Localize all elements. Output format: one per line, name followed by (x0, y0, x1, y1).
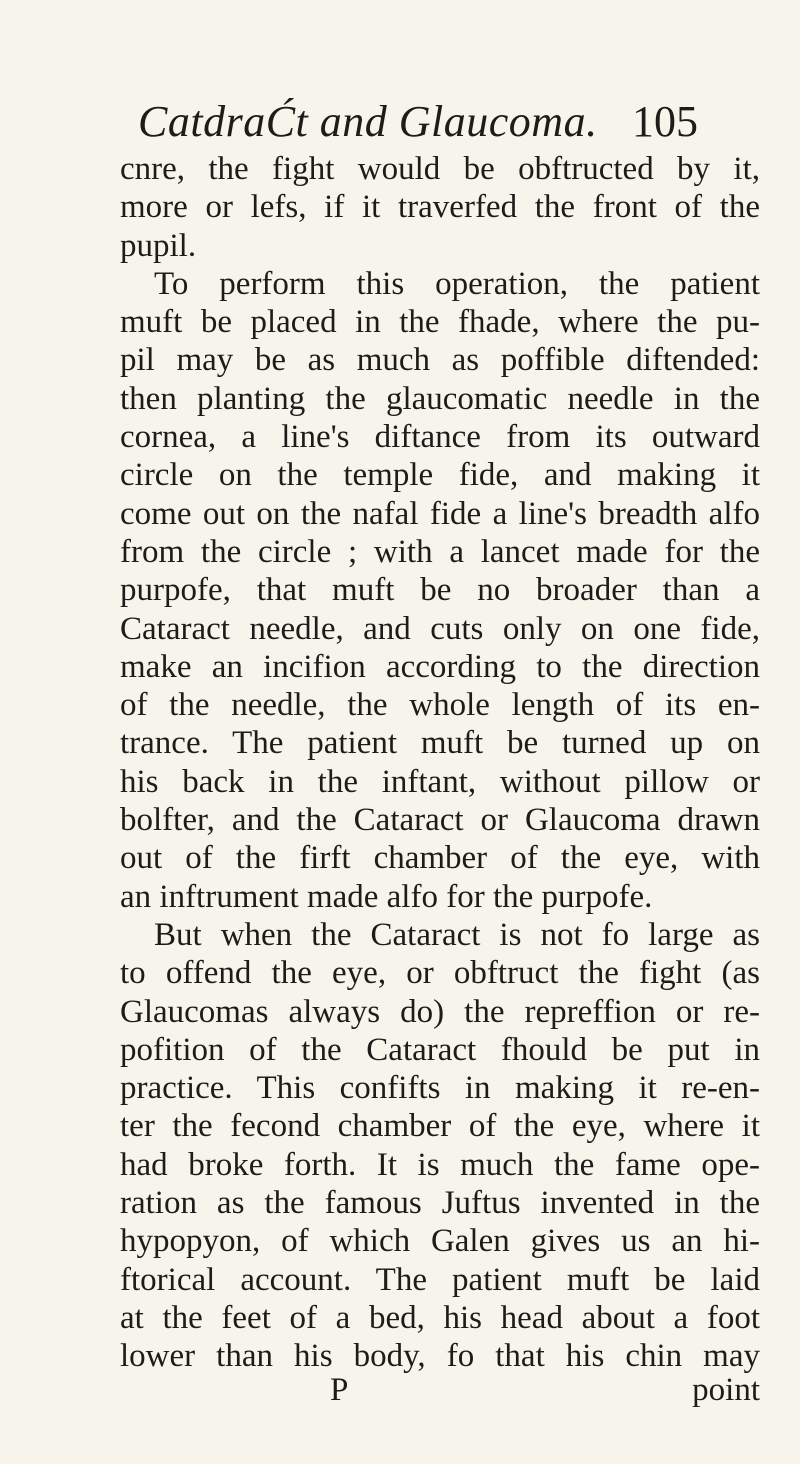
text-line: of the needle, the whole length of its en- (120, 687, 760, 724)
text-line: hypopyon, of which Galen gives us an hi- (120, 1223, 760, 1260)
page-footer (120, 1372, 760, 1412)
text-line: lower than his body, fo that his chin may (120, 1338, 760, 1375)
text-line: from the circle ; with a lancet made for the (120, 533, 760, 570)
text-line: at the feet of a bed, his head about a foot (120, 1299, 760, 1336)
text-line: out of the firft chamber of the eye, with (120, 840, 760, 877)
text-line: pofition of the Cataract fhould be put in (120, 1031, 760, 1068)
text-line: practice. This confifts in making it re-en- (120, 1070, 760, 1107)
text-line: make an incifion according to the direction (120, 648, 760, 685)
text-line: come out on the nafal fide a line's breadth alfo (120, 495, 760, 532)
text-line: pupil. (120, 227, 197, 264)
text-line: To perform this operation, the patient (154, 265, 760, 302)
text-line: But when the Cataract is not fo large as (154, 916, 760, 953)
text-line: ftorical account. The patient muft be laid (120, 1261, 760, 1298)
text-line: his back in the inftant, without pillow or (120, 763, 760, 800)
text-line: ter the fecond chamber of the eye, where it (120, 1108, 760, 1145)
text-line: purpofe, that muft be no broader than a (120, 572, 760, 609)
text-line: had broke forth. It is much the fame ope- (120, 1146, 760, 1183)
text-line: muft be placed in the fhade, where the pu- (120, 304, 760, 341)
text-line: cornea, a line's diftance from its outward (120, 419, 760, 456)
catchword: point (692, 1372, 760, 1408)
text-line: cnre, the fight would be obftructed by it, (120, 151, 760, 187)
text-line: more or lefs, if it traverfed the front of the (120, 189, 760, 226)
text-line: then planting the glaucomatic needle in the (120, 380, 760, 417)
running-head (138, 96, 698, 156)
text-line: Glaucomas always do) the repreffion or re- (120, 993, 760, 1030)
text-line: circle on the temple fide, and making it (120, 457, 760, 494)
signature-mark: P (330, 1372, 349, 1408)
body-text (120, 150, 760, 1376)
text-line: to offend the eye, or obftruct the fight (as (120, 955, 760, 992)
text-line: ration as the famous Juftus invented in the (120, 1185, 760, 1222)
text-line: pil may be as much as poffible diftended: (120, 342, 760, 379)
text-line: trance. The patient muft be turned up on (120, 725, 760, 762)
text-line: bolfter, and the Cataract or Glaucoma drawn (120, 802, 760, 839)
running-title: CatdraĆt and Glaucoma. (138, 97, 598, 146)
page-number: 105 (632, 97, 698, 146)
text-line: Cataract needle, and cuts only on one fide, (120, 610, 760, 647)
text-line: an inftrument made alfo for the purpofe. (120, 878, 653, 915)
